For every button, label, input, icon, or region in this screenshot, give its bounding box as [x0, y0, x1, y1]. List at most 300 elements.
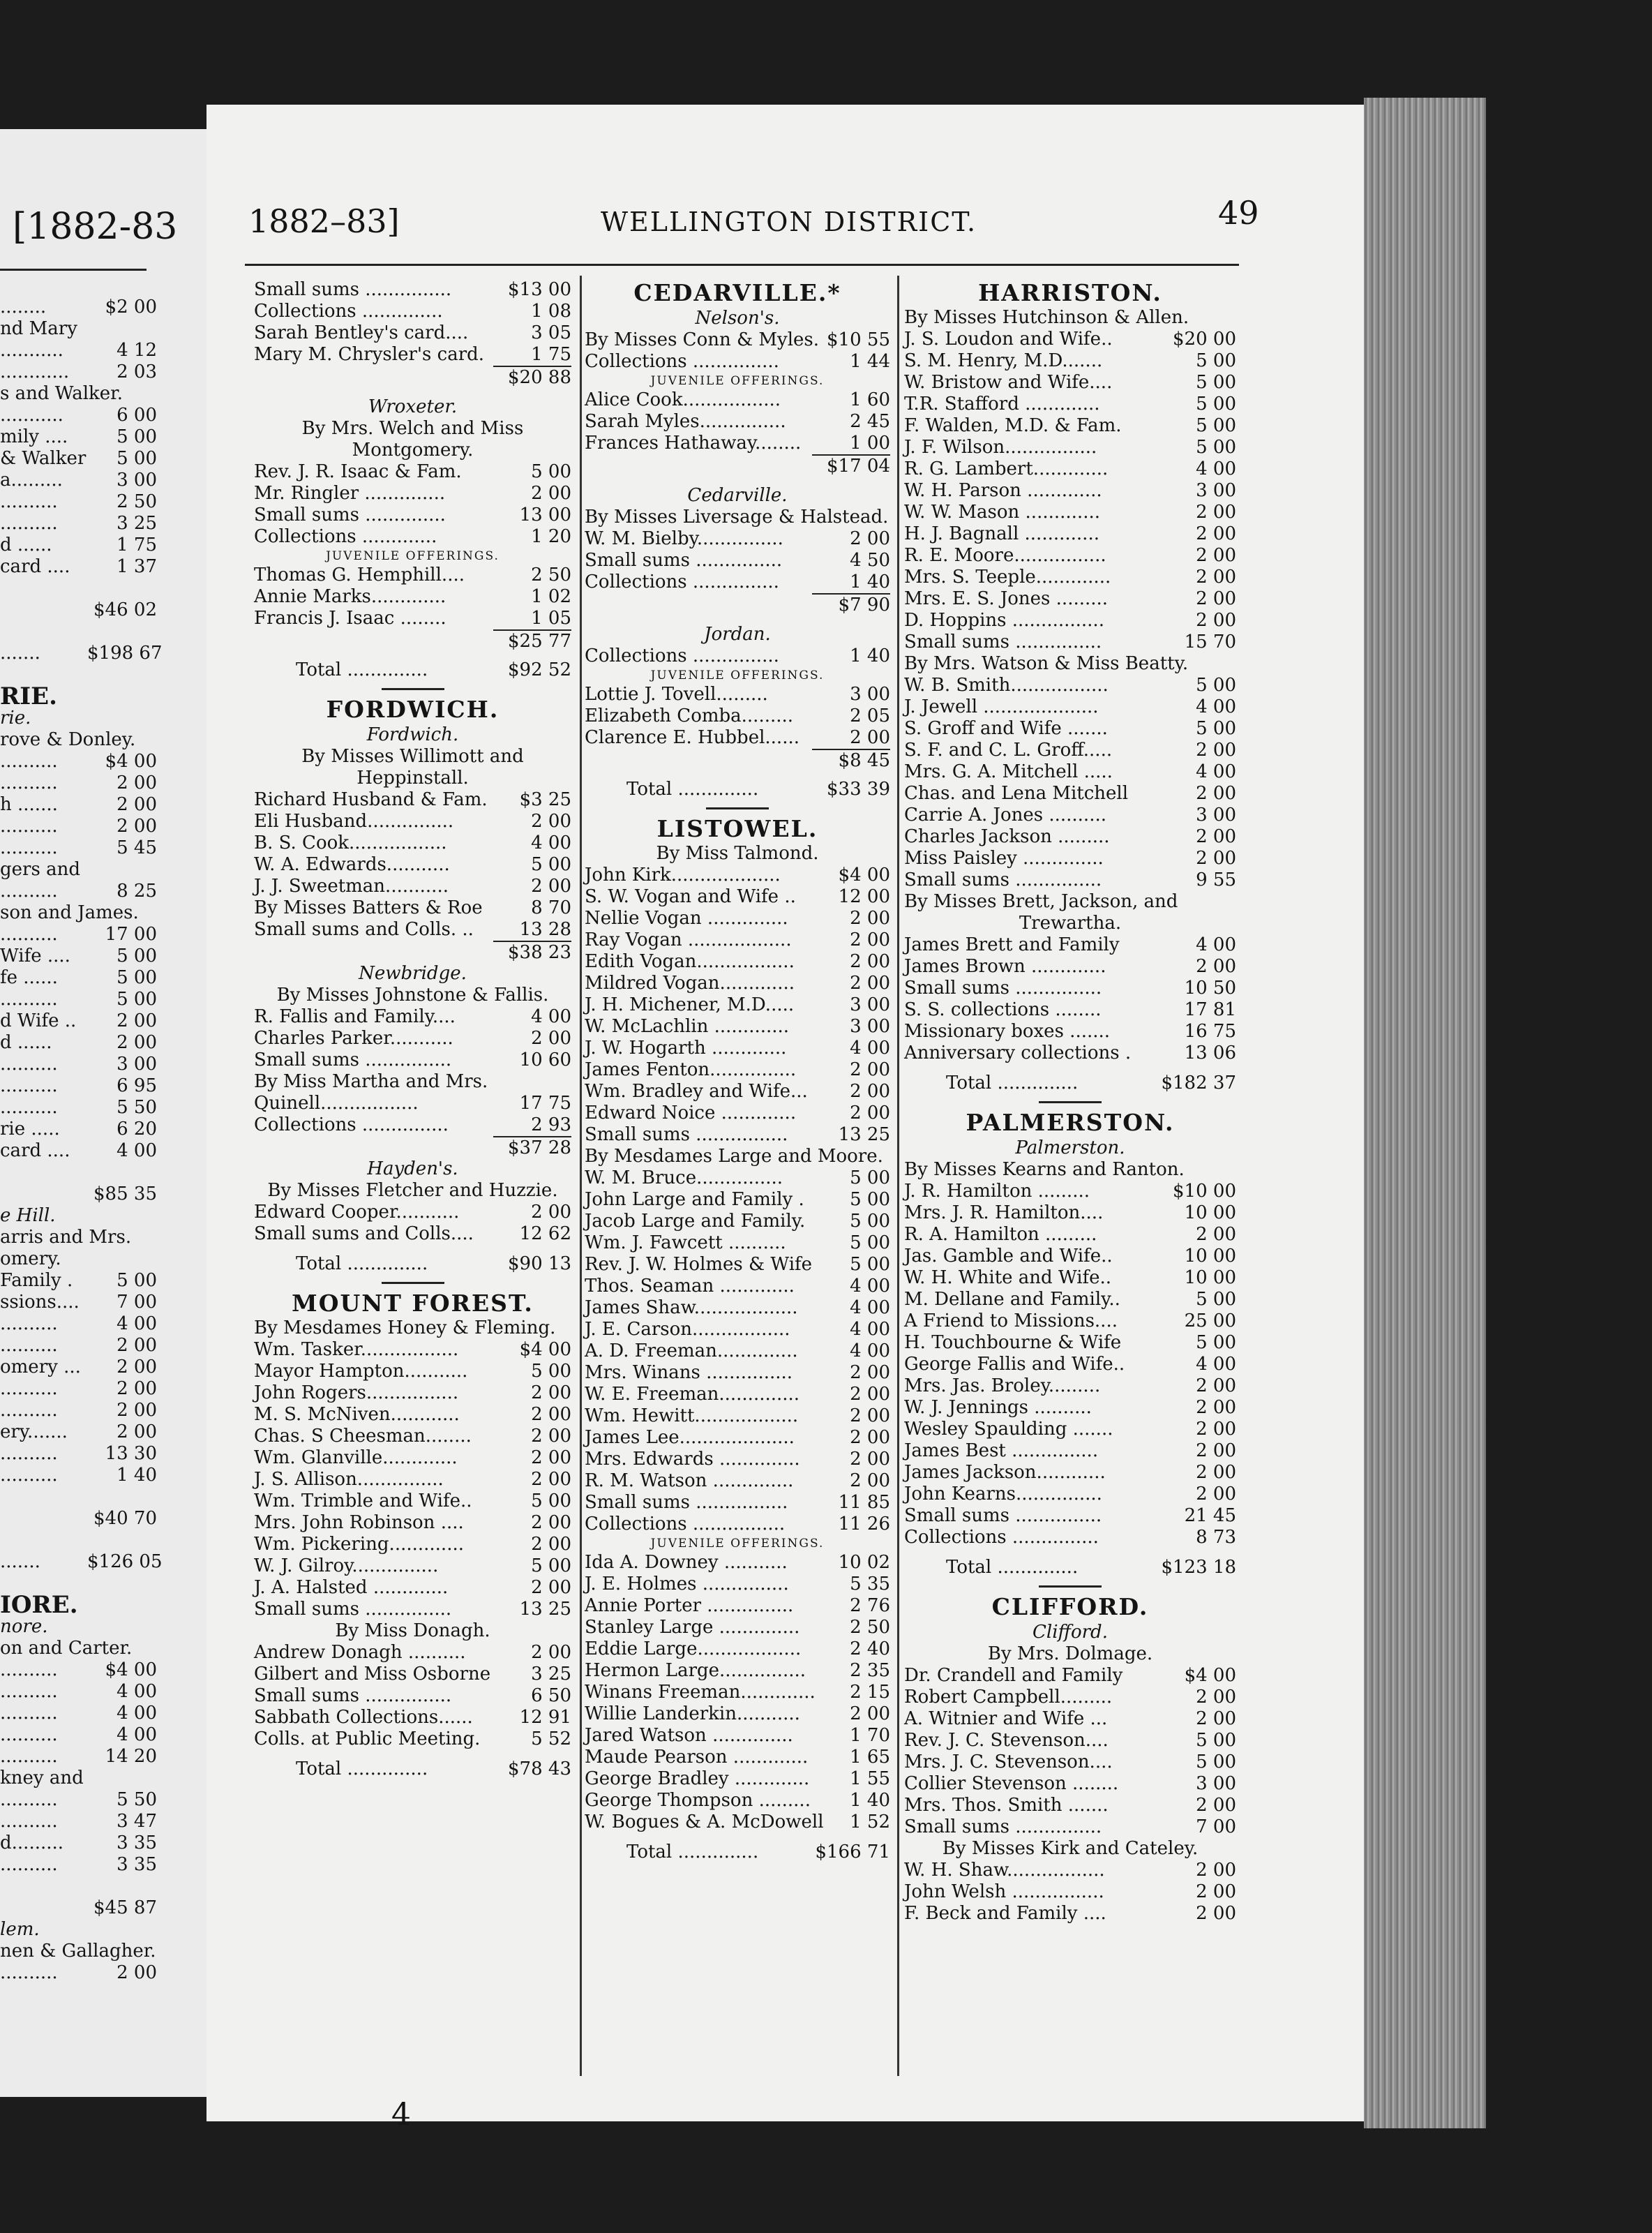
entry-amount: 5 00	[1196, 1289, 1236, 1310]
entry-amount: 4 00	[850, 1319, 890, 1340]
facing-line	[0, 946, 157, 967]
subtotal-label	[585, 749, 812, 770]
facing-line	[0, 1313, 157, 1335]
entry-name: Wm. Tasker.................	[254, 1339, 459, 1360]
facing-line-amount: 2 00	[117, 1357, 157, 1377]
entry-amount: 2 00	[850, 973, 890, 994]
collector-line: By Miss Talmond.	[656, 843, 819, 864]
facing-line-text: ..........	[0, 1097, 58, 1118]
entry-amount: 2 00	[531, 1426, 571, 1447]
entry-row	[904, 1289, 1236, 1310]
entry-row	[585, 1297, 890, 1319]
entry-row	[904, 1903, 1236, 1925]
facing-line-amount: 2 00	[117, 1335, 157, 1356]
entry-row	[904, 1665, 1236, 1687]
entry-name: Annie Marks.............	[254, 586, 446, 607]
entry-row	[254, 1599, 571, 1620]
entry-name: Edith Vogan.................	[585, 951, 795, 972]
entry-row	[585, 1081, 890, 1103]
entry-name: B. S. Cook.................	[254, 832, 447, 853]
entry-amount: 10 02	[838, 1552, 890, 1573]
facing-line-text: ..........	[0, 989, 58, 1010]
entry-amount: 2 00	[531, 483, 571, 504]
facing-line-text: omery.	[0, 1248, 61, 1269]
appointment-name: Cedarville.	[687, 485, 788, 506]
entry-row	[585, 1167, 890, 1189]
entry-amount: 1 02	[531, 586, 571, 607]
juvenile-heading: JUVENILE OFFERINGS.	[650, 374, 825, 388]
entry-amount: 2 00	[1196, 545, 1236, 566]
total-label: Total ..............	[946, 1073, 1079, 1093]
entry-name: A. D. Freeman..............	[585, 1340, 798, 1361]
entry-amount: 2 00	[1196, 1687, 1236, 1708]
facing-line-amount	[131, 1227, 157, 1248]
entry-amount: 2 00	[1196, 1484, 1236, 1504]
facing-line-amount: $85 35	[93, 1183, 157, 1204]
facing-line-amount	[87, 1162, 157, 1183]
entry-row	[254, 1555, 571, 1577]
facing-line-text: d.........	[0, 1832, 64, 1853]
entry-row	[904, 848, 1236, 869]
total-amount: $166 71	[815, 1842, 890, 1862]
entry-name: Rev. J. R. Isaac & Fam.	[254, 461, 462, 482]
collector-line: Montgomery.	[352, 440, 474, 461]
entry-amount: 2 00	[850, 1449, 890, 1470]
facing-line	[0, 1638, 157, 1659]
entry-name: W. M. Bruce...............	[585, 1167, 783, 1188]
entry-name: Small sums ................	[585, 1124, 788, 1145]
entry-row	[904, 545, 1236, 567]
entry-amount: 1 44	[850, 351, 890, 372]
entry-row	[904, 1267, 1236, 1289]
facing-line	[0, 1140, 157, 1162]
facing-line-amount: $2 00	[105, 297, 157, 318]
spacer	[904, 1548, 1236, 1557]
facing-line-text: ..........	[0, 1054, 58, 1075]
entry-row	[585, 973, 890, 994]
entry-name: Gilbert and Miss Osborne	[254, 1664, 491, 1685]
facing-line-text: ........	[0, 297, 47, 318]
facing-line-amount	[87, 1530, 157, 1551]
facing-line	[0, 794, 157, 816]
entry-amount: 2 00	[1196, 1440, 1236, 1461]
entry-name: W. A. Edwards...........	[254, 854, 450, 875]
facing-line	[0, 1162, 157, 1183]
spacer	[254, 1750, 571, 1758]
entry-row	[585, 507, 890, 528]
entry-amount: 10 50	[1184, 978, 1236, 999]
entry-name: W. McLachlin .............	[585, 1016, 790, 1037]
entry-row	[585, 1812, 890, 1833]
entry-name: Thomas G. Hemphill....	[254, 565, 465, 585]
entry-row	[585, 1427, 890, 1449]
entry-row	[904, 480, 1236, 502]
entry-amount: 2 50	[531, 565, 571, 585]
facing-line	[0, 1876, 157, 1897]
entry-row	[254, 1577, 571, 1599]
entry-amount: 5 00	[1196, 1332, 1236, 1353]
page-title: WELLINGTON DISTRICT.	[601, 207, 977, 237]
collector-line: By Misses Kirk and Cateley.	[942, 1838, 1199, 1859]
total-label: Total ..............	[296, 1253, 428, 1274]
facing-line	[0, 1292, 157, 1313]
appointment-name: Newbridge.	[359, 963, 467, 984]
total-amount: $92 52	[508, 659, 571, 680]
entry-amount: 10 60	[519, 1050, 571, 1070]
facing-line-amount: $126 05	[87, 1551, 163, 1572]
entry-row	[585, 329, 890, 351]
facing-line-amount: 17 00	[105, 924, 157, 945]
entry-amount: 2 00	[531, 1577, 571, 1598]
facing-line	[0, 1378, 157, 1400]
facing-line	[0, 470, 157, 491]
entry-name: Ray Vogan ..................	[585, 929, 792, 950]
facing-line	[0, 448, 157, 470]
entry-row	[904, 307, 1236, 329]
entry-amount: 2 00	[531, 1382, 571, 1403]
entry-amount: 7 00	[1196, 1816, 1236, 1837]
entry-row	[254, 1728, 571, 1750]
entry-name: Small sums and Colls. ..	[254, 919, 474, 940]
entry-name: George Bradley .............	[585, 1768, 810, 1789]
entry-name: Willie Landerkin...........	[585, 1703, 800, 1724]
facing-line	[0, 1032, 157, 1054]
facing-line-text: ..........	[0, 1313, 58, 1334]
entry-name: Charles Parker...........	[254, 1028, 453, 1049]
entry-name: Small sums ...............	[585, 550, 783, 571]
facing-line-text: a.........	[0, 470, 63, 491]
entry-row	[585, 351, 890, 373]
entry-name: Collections .............	[254, 526, 437, 547]
facing-line-amount	[87, 1919, 157, 1941]
entry-row	[904, 718, 1236, 740]
subtotal-label	[254, 1136, 493, 1158]
total-row	[254, 1253, 571, 1275]
entry-name: By Mrs. Watson & Miss Beatty.	[904, 653, 1189, 674]
facing-line	[0, 383, 157, 405]
subtotal-amount: $38 23	[493, 941, 571, 962]
entry-row	[254, 1642, 571, 1664]
facing-line	[0, 902, 157, 924]
entry-row	[904, 1310, 1236, 1332]
entry-amount: 2 00	[1196, 1795, 1236, 1816]
total-amount: $90 13	[508, 1253, 571, 1274]
entry-name: Dr. Crandell and Family	[904, 1665, 1123, 1686]
facing-line	[0, 1789, 157, 1811]
signature-mark: 4	[391, 2097, 411, 2133]
appointment-name: Nelson's.	[695, 308, 780, 329]
facing-line	[0, 1248, 157, 1270]
facing-line-amount	[87, 1876, 157, 1897]
facing-line-text: ..........	[0, 1465, 58, 1486]
entry-amount: 5 00	[850, 1211, 890, 1232]
entry-row	[254, 301, 571, 322]
facing-line	[0, 599, 157, 621]
entry-row	[904, 458, 1236, 480]
entry-amount: 6 50	[531, 1685, 571, 1706]
entry-row	[254, 1361, 571, 1382]
entry-row	[585, 1638, 890, 1660]
entry-row	[254, 279, 571, 301]
entry-amount: 2 45	[850, 411, 890, 432]
facing-line	[0, 1075, 157, 1097]
facing-line-text	[0, 1183, 87, 1205]
facing-line-text: nen & Gallagher.	[0, 1941, 156, 1962]
entry-amount: 2 05	[850, 705, 890, 726]
entry-amount: 1 08	[531, 301, 571, 322]
facing-line-amount	[87, 859, 157, 881]
facing-line-amount: 8 25	[117, 881, 157, 902]
entry-name: Wm. Glanville.............	[254, 1447, 458, 1468]
entry-amount: 4 50	[850, 550, 890, 571]
entry-amount: 3 05	[531, 322, 571, 343]
section-rule	[382, 1282, 444, 1284]
entry-name: Colls. at Public Meeting.	[254, 1728, 481, 1749]
entry-name: Collections ...............	[254, 1114, 449, 1135]
facing-line-text: ..........	[0, 837, 58, 858]
facing-line-amount	[87, 1573, 157, 1595]
entry-name: James Shaw..................	[585, 1297, 798, 1318]
entry-amount: 8 70	[531, 897, 571, 918]
entry-name: Mrs. John Robinson ....	[254, 1512, 464, 1533]
entry-amount: 4 00	[1196, 761, 1236, 782]
facing-line	[0, 1724, 157, 1746]
facing-line	[0, 1205, 157, 1227]
facing-line	[0, 1227, 157, 1248]
facing-line-text: ery.......	[0, 1421, 68, 1442]
subtotal-amount: $37 28	[493, 1136, 571, 1158]
entry-row	[904, 783, 1236, 805]
entry-name: Chas. S Cheesman........	[254, 1426, 472, 1447]
entry-row	[904, 610, 1236, 632]
facing-line-amount: 3 35	[117, 1854, 157, 1875]
entry-name: J. R. Hamilton .........	[904, 1181, 1090, 1202]
entry-name: W. Bristow and Wife....	[904, 372, 1113, 393]
entry-name: Small sums ...............	[254, 1599, 452, 1620]
facing-line-text	[0, 1486, 87, 1508]
entry-name: Mildred Vogan.............	[585, 973, 795, 994]
entry-name: Mrs. Edwards ..............	[585, 1449, 800, 1470]
entry-row	[585, 1189, 890, 1211]
entry-name: Small sums ...............	[904, 978, 1102, 999]
entry-amount: 5 00	[1196, 415, 1236, 436]
facing-line-text: ..........	[0, 1789, 58, 1810]
facing-line-text: .......	[0, 643, 40, 664]
entry-amount: 2 00	[531, 1028, 571, 1049]
entry-name: Eddie Large..................	[585, 1638, 802, 1659]
entry-amount: 2 00	[1196, 1903, 1236, 1924]
entry-row	[585, 572, 890, 593]
entry-row	[904, 1021, 1236, 1043]
total-label: Total ..............	[296, 659, 428, 680]
total-row	[585, 1842, 890, 1863]
facing-line	[0, 989, 157, 1010]
collector-line: By Miss Donagh.	[335, 1620, 490, 1641]
entry-amount: 5 35	[850, 1574, 890, 1595]
entry-name: By Misses Batters & Roe	[254, 897, 483, 918]
facing-line	[0, 1941, 157, 1962]
facing-line-text: ..........	[0, 751, 58, 772]
entry-row	[904, 1375, 1236, 1397]
facing-line	[0, 1811, 157, 1832]
entry-row	[904, 1484, 1236, 1505]
facing-page-header: [1882-83	[13, 206, 178, 248]
entry-amount: 1 20	[531, 526, 571, 547]
entry-amount: $20 00	[1173, 329, 1236, 350]
entry-amount: 3 00	[1196, 1773, 1236, 1794]
facing-line	[0, 708, 157, 729]
total-label: Total ..............	[626, 779, 759, 800]
entry-row	[904, 696, 1236, 718]
spacer	[254, 1245, 571, 1253]
entry-name: John Welsh ................	[904, 1881, 1104, 1902]
entry-row	[585, 886, 890, 908]
entry-name: Small sums ...............	[904, 1505, 1102, 1526]
section-rule	[706, 807, 769, 809]
header-rule	[245, 264, 1239, 266]
facing-line	[0, 772, 157, 794]
entry-amount: 16 75	[1184, 1021, 1236, 1042]
entry-amount: 5 00	[1196, 1730, 1236, 1751]
entry-amount	[555, 1317, 571, 1339]
total-row	[904, 1073, 1236, 1094]
entry-row	[904, 1816, 1236, 1838]
entry-amount: 4 00	[850, 1276, 890, 1297]
entry-row	[254, 565, 571, 586]
entry-name: John Large and Family .	[585, 1189, 804, 1210]
facing-line-text	[0, 1897, 87, 1919]
entry-name: By Misses Kearns and Ranton.	[904, 1159, 1185, 1180]
subtotal-amount: $7 90	[812, 593, 890, 615]
entry-row	[904, 1224, 1236, 1246]
entry-name: M. Dellane and Family..	[904, 1289, 1120, 1310]
entry-amount	[1185, 1159, 1236, 1181]
facing-line-amount	[135, 729, 157, 751]
facing-line	[0, 621, 157, 643]
facing-line-amount	[87, 664, 157, 686]
facing-line	[0, 405, 157, 426]
entry-name: Robert Campbell.........	[904, 1687, 1113, 1708]
entry-name: Annie Porter ...............	[585, 1595, 794, 1616]
facing-line	[0, 924, 157, 946]
entry-name: Small sums ..............	[254, 505, 446, 525]
entry-name: Mrs. J. C. Stevenson....	[904, 1752, 1113, 1772]
facing-line-text: ..........	[0, 1443, 58, 1464]
juvenile-heading: JUVENILE OFFERINGS.	[650, 669, 825, 682]
section-rule	[1039, 1585, 1102, 1588]
entry-amount: 13 00	[519, 505, 571, 525]
entry-name: Chas. and Lena Mitchell	[904, 783, 1129, 804]
facing-line	[0, 643, 163, 664]
facing-line-text: Wife ....	[0, 946, 70, 966]
page-year: 1882–83]	[248, 202, 400, 240]
facing-line-text: son and James.	[0, 902, 139, 923]
entry-amount: 2 00	[850, 727, 890, 748]
entry-row	[585, 1768, 890, 1790]
entry-name: Mrs. G. A. Mitchell .....	[904, 761, 1113, 782]
entry-name: Small sums ...............	[904, 869, 1102, 890]
entry-row	[585, 1574, 890, 1595]
entry-name: Mrs. Thos. Smith .......	[904, 1795, 1109, 1816]
entry-row	[254, 608, 571, 629]
facing-line-text	[0, 1530, 87, 1551]
entry-name: By Misses Brett, Jackson, and	[904, 891, 1178, 912]
facing-line-amount: 4 00	[117, 1724, 157, 1745]
entry-row	[585, 1617, 890, 1638]
entry-name: Mayor Hampton...........	[254, 1361, 468, 1382]
entry-name: Mrs. S. Teeple.............	[904, 567, 1111, 588]
entry-amount: 2 00	[1196, 1224, 1236, 1245]
facing-line	[0, 1551, 163, 1573]
appointment-name: Clifford.	[1032, 1622, 1108, 1643]
entry-name: Small sums ...............	[254, 1050, 452, 1070]
entry-amount: 5 00	[1196, 372, 1236, 393]
entry-amount: 2 00	[1196, 956, 1236, 977]
entry-row	[904, 1687, 1236, 1708]
entry-amount: 2 00	[531, 1404, 571, 1425]
entry-name: J. J. Sweetman...........	[254, 876, 449, 897]
facing-line-amount: 2 00	[117, 1010, 157, 1031]
facing-page-rule	[0, 269, 147, 271]
entry-amount: 2 00	[850, 951, 890, 972]
facing-line-text: RIE.	[0, 682, 57, 710]
facing-line-amount: 3 47	[117, 1811, 157, 1832]
facing-line	[0, 1465, 157, 1486]
entry-row	[254, 1202, 571, 1223]
facing-line-amount: 4 00	[117, 1313, 157, 1334]
entry-amount: 17 75	[519, 1093, 571, 1114]
entry-amount: 4 00	[1196, 934, 1236, 955]
facing-line-amount: 3 00	[117, 1054, 157, 1075]
entry-amount: 2 00	[850, 1059, 890, 1080]
entry-amount: 13 25	[838, 1124, 890, 1145]
entry-row	[585, 705, 890, 727]
entry-row	[904, 567, 1236, 588]
facing-line-amount	[87, 1595, 157, 1616]
entry-row	[585, 1405, 890, 1427]
facing-line-amount: $198 67	[87, 643, 163, 664]
circuit-name: FORDWICH.	[326, 696, 500, 723]
entry-name: Carrie A. Jones ..........	[904, 805, 1106, 826]
total-label: Total ..............	[946, 1557, 1079, 1578]
facing-line-text: & Walker	[0, 448, 87, 469]
facing-line-text: ..........	[0, 1378, 58, 1399]
facing-line-amount	[87, 1248, 157, 1270]
entry-row	[254, 811, 571, 832]
entry-name: Wesley Spaulding .......	[904, 1419, 1113, 1440]
entry-amount: $13 00	[508, 279, 571, 300]
entry-name: Small sums ...............	[254, 279, 452, 300]
facing-line-amount: 14 20	[105, 1746, 157, 1767]
entry-name: W. H. White and Wife..	[904, 1267, 1112, 1288]
entry-row	[904, 1159, 1236, 1181]
entry-amount: 2 00	[1196, 1375, 1236, 1396]
subtotal-row	[254, 366, 571, 387]
entry-amount: 5 00	[531, 461, 571, 482]
entry-amount: 5 00	[531, 1491, 571, 1511]
facing-line-text: Family .	[0, 1270, 73, 1291]
subtotal-amount: $20 88	[493, 366, 571, 387]
entry-row	[904, 415, 1236, 437]
entry-name: Wm. Pickering.............	[254, 1534, 464, 1555]
facing-line-text: rove & Donley.	[0, 729, 136, 750]
entry-row	[254, 1447, 571, 1469]
entry-name: J. E. Carson.................	[585, 1319, 790, 1340]
entry-amount: 5 00	[1196, 718, 1236, 739]
entry-name: R. A. Hamilton .........	[904, 1224, 1097, 1245]
entry-name: F. Beck and Family ....	[904, 1903, 1106, 1924]
entry-amount: 2 00	[1196, 826, 1236, 847]
